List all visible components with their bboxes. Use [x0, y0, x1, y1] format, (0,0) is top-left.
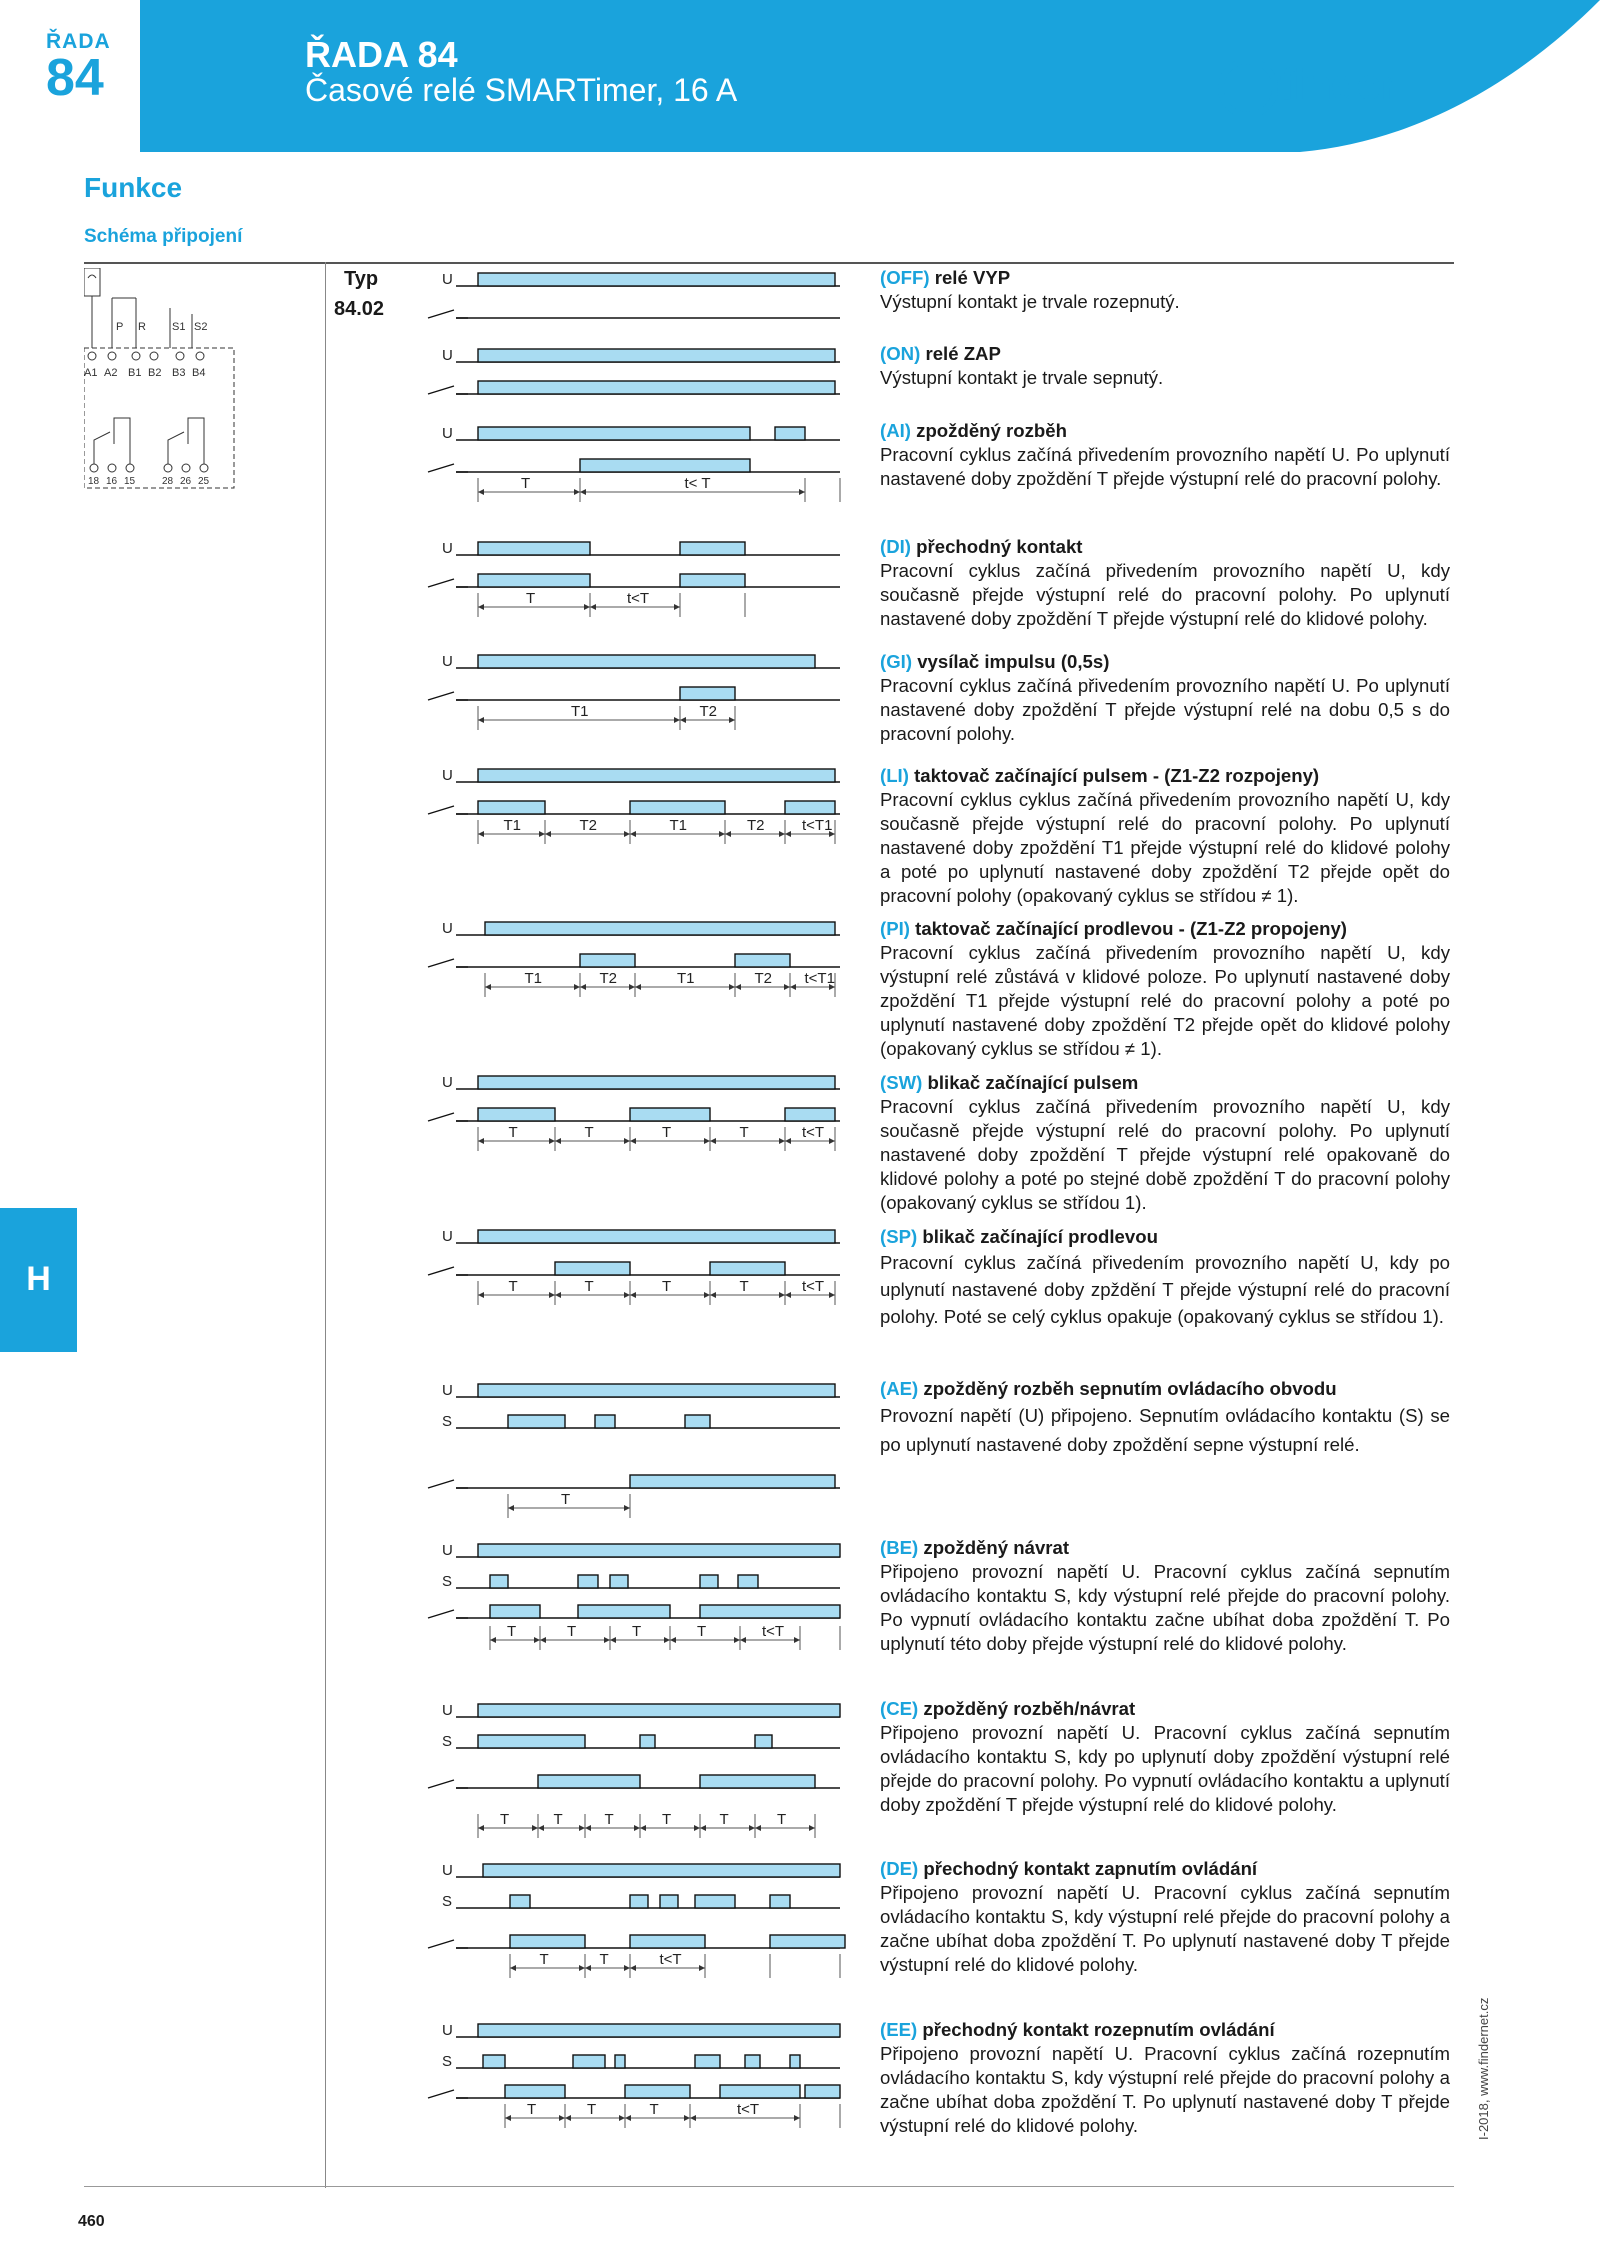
output-signal-di-pulse	[478, 574, 590, 587]
s-signal-ae-pulse	[685, 1415, 710, 1428]
brand-name: finder	[1280, 60, 1397, 109]
page-number: 460	[78, 2213, 105, 2230]
function-code: (AE)	[880, 1378, 919, 1399]
output-signal-be-pulse	[700, 1605, 840, 1618]
span-label: T	[526, 590, 536, 607]
span-label: T1	[677, 970, 695, 987]
contact-symbol	[428, 386, 468, 394]
output-signal-on-pulse	[478, 381, 835, 394]
function-name: přechodný kontakt	[916, 536, 1083, 557]
u-signal-de-pulse	[483, 1864, 840, 1877]
signal-label-u: U	[442, 1074, 453, 1091]
u-signal-ai-pulse	[478, 427, 750, 440]
function-name: relé ZAP	[925, 343, 1001, 364]
span-label: T2	[599, 970, 618, 987]
s-signal-de-pulse	[660, 1895, 678, 1908]
terminal-label: B3	[172, 367, 186, 379]
signal-label-u: U	[442, 271, 453, 288]
terminal-label: 26	[180, 476, 192, 487]
s-signal-ee-pulse	[790, 2055, 800, 2068]
signal-label-u: U	[442, 653, 453, 670]
function-sw	[880, 1071, 1450, 1215]
signal-label-u: U	[442, 767, 453, 784]
wiring-label: P	[116, 321, 124, 333]
signal-label-u: U	[442, 347, 453, 364]
signal-label-s: S	[442, 2053, 453, 2070]
span-label: T	[527, 2101, 537, 2118]
span-label: t<T	[762, 1623, 785, 1640]
contact-symbol	[428, 806, 468, 814]
s-signal-ee-pulse	[573, 2055, 605, 2068]
function-code: (BE)	[880, 1537, 919, 1558]
span-label: T	[561, 1491, 571, 1508]
signal-label-s: S	[442, 1413, 453, 1430]
contact-symbol	[428, 464, 468, 472]
function-text: Pracovní cyklus cyklus začíná přivedením provozního napětí U, kdy současně přejde výstupní relé do pracovní polohy. Po uplynutí nastavené doby zpoždění T1 přejde výstupní relé do klidové polohy a poté po uplynutí nastavené doby zpoždění T2 přejde opět do pracovní polohy (opakovaný cyklus se střídou ≠ 1).	[880, 789, 1450, 906]
function-code: (CE)	[880, 1698, 919, 1719]
series-number: 84	[46, 49, 104, 107]
span-label: T	[587, 2101, 597, 2118]
terminal-label: 25	[198, 476, 210, 487]
signal-label-u: U	[442, 1228, 453, 1245]
function-name: zpožděný rozběh sepnutím ovládacího obvodu	[923, 1378, 1337, 1399]
output-signal-ae-pulse	[630, 1475, 835, 1488]
s-signal-be-pulse	[738, 1575, 758, 1588]
function-code: (OFF)	[880, 267, 930, 288]
function-text: Výstupní kontakt je trvale sepnutý.	[880, 367, 1164, 388]
span-label: T1	[524, 970, 543, 987]
function-text: Pracovní cyklus začíná přivedením provozního napětí U, kdy současně přejde výstupní relé do pracovní polohy. Po uplynutí nastavené doby zpoždění T přejde výstupní relé do klidové polohy.	[880, 560, 1450, 629]
s-signal-ce-pulse	[478, 1735, 585, 1748]
function-code: (SP)	[880, 1226, 918, 1247]
function-name: blikač začínající pulsem	[927, 1072, 1139, 1093]
function-sp	[880, 1225, 1450, 1330]
function-ae	[880, 1377, 1450, 1459]
wiring-label: S2	[194, 321, 208, 333]
contact-symbol	[428, 1480, 468, 1488]
function-text: Pracovní cyklus začíná přivedením provozního napětí U. Po uplynutí nastavené doby zpoždění T přejde výstupní relé na dobu 0,5 s do pracovní polohy.	[880, 675, 1450, 744]
function-code: (AI)	[880, 420, 911, 441]
contact-symbol	[428, 1610, 468, 1618]
function-text: Pracovní cyklus začíná přivedením provozního napětí U, kdy výstupní relé zůstává v klidové poloze. Po uplynutí nastavené doby zpoždění T1 přejde výstupní relé do pracovní polohy a poté po uplynutí nastavené doby zpoždění T2 přejde opět do klidové polohy (opakovaný cyklus se střídou ≠ 1).	[880, 942, 1450, 1059]
page-title: ŘADA 84	[305, 34, 458, 75]
output-signal-ce-pulse	[538, 1775, 640, 1788]
s-signal-be-pulse	[578, 1575, 598, 1588]
output-signal-ee-pulse	[805, 2085, 840, 2098]
output-signal-ee-pulse	[505, 2085, 565, 2098]
function-text: Provozní napětí (U) připojeno. Sepnutím ovládacího kontaktu (S) se po uplynutí nastavené doby zpoždění sepne výstupní relé.	[880, 1405, 1450, 1455]
span-label: T2	[754, 970, 773, 987]
span-label: T	[719, 1811, 729, 1828]
s-signal-de-pulse	[695, 1895, 735, 1908]
output-signal-ee-pulse	[625, 2085, 690, 2098]
function-on	[880, 342, 1450, 390]
span-label: t< T	[684, 475, 711, 492]
function-text: Připojeno provozní napětí U. Pracovní cyklus začíná sepnutím ovládacího kontaktu S, kdy výstupní relé přejde do pracovní polohy a začne ubíhat doba zpoždění T. Po uplynutí nastavené doby T přejde výstupní relé do klidové polohy.	[880, 1882, 1450, 1975]
function-name: vysílač impulsu (0,5s)	[917, 651, 1110, 672]
series-tag: ŘADA	[46, 30, 111, 53]
signal-label-s: S	[442, 1733, 453, 1750]
function-text: Výstupní kontakt je trvale rozepnutý.	[880, 291, 1180, 312]
span-label: T	[697, 1623, 707, 1640]
s-signal-ae-pulse	[595, 1415, 615, 1428]
contact-symbol	[428, 2090, 468, 2098]
function-code: (DI)	[880, 536, 911, 557]
contact-symbol	[428, 1113, 468, 1121]
wiring-label: R	[138, 321, 146, 333]
output-signal-li-pulse	[785, 801, 835, 814]
span-label: t<T	[627, 590, 650, 607]
s-signal-ce-pulse	[640, 1735, 655, 1748]
u-signal-di-pulse	[478, 542, 590, 555]
s-signal-ce-pulse	[755, 1735, 772, 1748]
output-signal-di-pulse	[680, 574, 745, 587]
signal-label-u: U	[442, 920, 453, 937]
section-tab-letter: H	[26, 1260, 51, 1298]
s-signal-ee-pulse	[695, 2055, 720, 2068]
function-ai	[880, 419, 1450, 491]
s-signal-ae-pulse	[508, 1415, 565, 1428]
signal-label-u: U	[442, 1542, 453, 1559]
function-text: Připojeno provozní napětí U. Pracovní cyklus začíná sepnutím ovládacího kontaktu S, kdy výstupní relé přejde do pracovní polohy. Po vypnutí ovládacího kontaktu začne ubíhat doba zpoždění T. Po uplynutí této doby přejde výstupní relé do klidové polohy.	[880, 1561, 1450, 1654]
span-label: T1	[503, 817, 522, 834]
output-signal-sw-pulse	[478, 1108, 555, 1121]
function-di	[880, 535, 1450, 631]
output-signal-pi-pulse	[735, 954, 790, 967]
function-de	[880, 1857, 1450, 1977]
u-signal-ai-pulse	[775, 427, 805, 440]
s-signal-de-pulse	[630, 1895, 648, 1908]
section-title: Funkce	[84, 172, 183, 203]
signal-label-u: U	[442, 1862, 453, 1879]
span-label: T2	[699, 703, 718, 720]
terminal-label: A1	[84, 367, 98, 379]
span-label: T1	[669, 817, 688, 834]
s-signal-de-pulse	[510, 1895, 530, 1908]
function-ce	[880, 1697, 1450, 1817]
function-text: Pracovní cyklus začíná přivedením provozního napětí U. Po uplynutí nastavené doby zpoždění T přejde výstupní relé do pracovní polohy.	[880, 444, 1450, 489]
output-signal-be-pulse	[490, 1605, 540, 1618]
span-label: T	[662, 1811, 672, 1828]
function-li	[880, 764, 1450, 908]
terminal-label: B1	[128, 367, 142, 379]
signal-label-u: U	[442, 1702, 453, 1719]
signal-label-u: U	[442, 2022, 453, 2039]
contact-symbol	[428, 959, 468, 967]
u-signal-on-pulse	[478, 349, 835, 362]
output-signal-ai-pulse	[580, 459, 750, 472]
function-name: blikač začínající prodlevou	[922, 1226, 1158, 1247]
function-name: taktovač začínající prodlevou - (Z1-Z2 propojeny)	[915, 918, 1347, 939]
u-signal-sw-pulse	[478, 1076, 835, 1089]
wiring-label: S1	[172, 321, 186, 333]
span-label: T	[500, 1811, 510, 1828]
span-label: t<T	[659, 1951, 682, 1968]
signal-label-u: U	[442, 425, 453, 442]
u-signal-ce-pulse	[478, 1704, 840, 1717]
s-signal-de-pulse	[770, 1895, 790, 1908]
span-label: T2	[579, 817, 598, 834]
span-label: T	[584, 1124, 594, 1141]
output-signal-sw-pulse	[785, 1108, 835, 1121]
edition-note: I-2018, www.findernet.cz	[1476, 1997, 1491, 2140]
type-label: Typ	[344, 268, 379, 290]
function-text: Pracovní cyklus začíná přivedením provozního napětí U, kdy po uplynutí nastavené doby zpždění T přejde výstupní relé do pracovní polohy. Poté se celý cyklus opakuje (opakovaný cyklus se střídou 1).	[880, 1252, 1450, 1327]
terminal-label: B4	[192, 367, 206, 379]
function-code: (EE)	[880, 2019, 918, 2040]
u-signal-pi-pulse	[485, 922, 835, 935]
span-label: T	[521, 475, 531, 492]
terminal-label: 15	[124, 476, 136, 487]
output-signal-li-pulse	[478, 801, 545, 814]
function-name: taktovač začínající pulsem - (Z1-Z2 rozpojeny)	[914, 765, 1320, 786]
span-label: t<T1	[802, 817, 833, 834]
page-subtitle: Časové relé SMARTimer, 16 A	[305, 72, 738, 108]
u-signal-be-pulse	[478, 1544, 840, 1557]
signal-label-s: S	[442, 1573, 453, 1590]
function-be	[880, 1536, 1450, 1656]
span-label: t<T	[737, 2101, 760, 2118]
function-pi	[880, 917, 1450, 1061]
function-name: zpožděný rozběh/návrat	[923, 1698, 1136, 1719]
span-label: t<T1	[804, 970, 835, 987]
span-label: T	[662, 1278, 672, 1295]
terminal-label: 28	[162, 476, 174, 487]
s-signal-ee-pulse	[615, 2055, 625, 2068]
u-signal-gi-pulse	[478, 655, 815, 668]
signal-label-u: U	[442, 540, 453, 557]
contact-symbol	[428, 1267, 468, 1275]
s-signal-ee-pulse	[483, 2055, 505, 2068]
function-name: přechodný kontakt rozepnutím ovládání	[922, 2019, 1275, 2040]
function-code: (SW)	[880, 1072, 923, 1093]
terminal-label: A2	[104, 367, 118, 379]
output-signal-pi-pulse	[580, 954, 635, 967]
span-label: T	[777, 1811, 787, 1828]
s-signal-be-pulse	[490, 1575, 508, 1588]
type-code: 84.02	[334, 298, 385, 320]
span-label: T	[507, 1623, 517, 1640]
function-code: (GI)	[880, 651, 913, 672]
span-label: t<T	[802, 1278, 825, 1295]
output-signal-sw-pulse	[630, 1108, 710, 1121]
span-label: T	[662, 1124, 672, 1141]
span-label: T	[632, 1623, 642, 1640]
signal-label-u: U	[442, 1382, 453, 1399]
span-label: T	[739, 1278, 749, 1295]
output-signal-de-pulse	[770, 1935, 845, 1948]
span-label: T	[599, 1951, 609, 1968]
span-label: t<T	[802, 1124, 825, 1141]
function-ee	[880, 2018, 1450, 2138]
contact-symbol	[428, 1940, 468, 1948]
u-signal-li-pulse	[478, 769, 835, 782]
signal-label-s: S	[442, 1893, 453, 1910]
function-code: (PI)	[880, 918, 910, 939]
output-signal-ce-pulse	[700, 1775, 815, 1788]
span-label: T	[508, 1124, 518, 1141]
s-signal-ee-pulse	[745, 2055, 760, 2068]
s-signal-be-pulse	[610, 1575, 628, 1588]
span-label: T	[539, 1951, 549, 1968]
u-signal-ee-pulse	[478, 2024, 840, 2037]
function-name: zpožděný rozběh	[916, 420, 1067, 441]
output-signal-de-pulse	[510, 1935, 585, 1948]
output-signal-de-pulse	[630, 1935, 705, 1948]
output-signal-li-pulse	[630, 801, 725, 814]
function-gi	[880, 650, 1450, 746]
span-label: T	[649, 2101, 659, 2118]
contact-symbol	[428, 310, 468, 318]
section-subtitle: Schéma připojení	[84, 226, 243, 247]
function-text: Pracovní cyklus začíná přivedením provozního napětí U, kdy současně přejde výstupní relé do pracovní polohy. Po uplynutí nastavené doby zpoždění T přejde výstupní relé opakovaně do klidové polohy a poté po stejné době zpoždění T do pracovní polohy (opakovaný cyklus se střídou 1).	[880, 1096, 1450, 1213]
function-name: zpožděný návrat	[923, 1537, 1070, 1558]
span-label: T2	[747, 817, 765, 834]
span-label: T	[567, 1623, 577, 1640]
span-label: T	[739, 1124, 749, 1141]
function-text: Připojeno provozní napětí U. Pracovní cyklus začíná rozepnutím ovládacího kontaktu S, kdy výstupní relé přejde do pracovní polohy a začne ubíhat doba zpoždění T. Po uplynutí nastavené doby T přejde výstupní relé do klidové polohy.	[880, 2043, 1450, 2136]
output-signal-sp-pulse	[555, 1262, 630, 1275]
terminal-label: 16	[106, 476, 118, 487]
contact-symbol	[428, 692, 468, 700]
u-signal-off-pulse	[478, 273, 835, 286]
s-signal-be-pulse	[700, 1575, 718, 1588]
output-signal-sp-pulse	[710, 1262, 785, 1275]
span-label: T1	[571, 703, 589, 720]
contact-symbol	[428, 1780, 468, 1788]
function-name: přechodný kontakt zapnutím ovládání	[923, 1858, 1258, 1879]
output-signal-be-pulse	[578, 1605, 670, 1618]
output-signal-ee-pulse	[720, 2085, 800, 2098]
u-signal-ae-pulse	[478, 1384, 835, 1397]
u-signal-sp-pulse	[478, 1230, 835, 1243]
output-signal-gi-pulse	[680, 687, 735, 700]
span-label: T	[584, 1278, 594, 1295]
function-off	[880, 266, 1450, 314]
span-label: T	[604, 1811, 614, 1828]
function-code: (ON)	[880, 343, 921, 364]
function-name: relé VYP	[934, 267, 1011, 288]
span-label: T	[553, 1811, 563, 1828]
u-signal-di-pulse	[680, 542, 745, 555]
contact-symbol	[428, 579, 468, 587]
terminal-label: 18	[88, 476, 100, 487]
terminal-label: B2	[148, 367, 162, 379]
span-label: T	[508, 1278, 518, 1295]
function-code: (LI)	[880, 765, 909, 786]
function-text: Připojeno provozní napětí U. Pracovní cyklus začíná sepnutím ovládacího kontaktu S, kdy po uplynutí doby zpoždění výstupní relé přejde do pracovní polohy. Po vypnutí ovládacího kontaktu a uplynutí doby zpoždění T přejde výstupní relé do klidové polohy.	[880, 1722, 1450, 1815]
function-code: (DE)	[880, 1858, 919, 1879]
